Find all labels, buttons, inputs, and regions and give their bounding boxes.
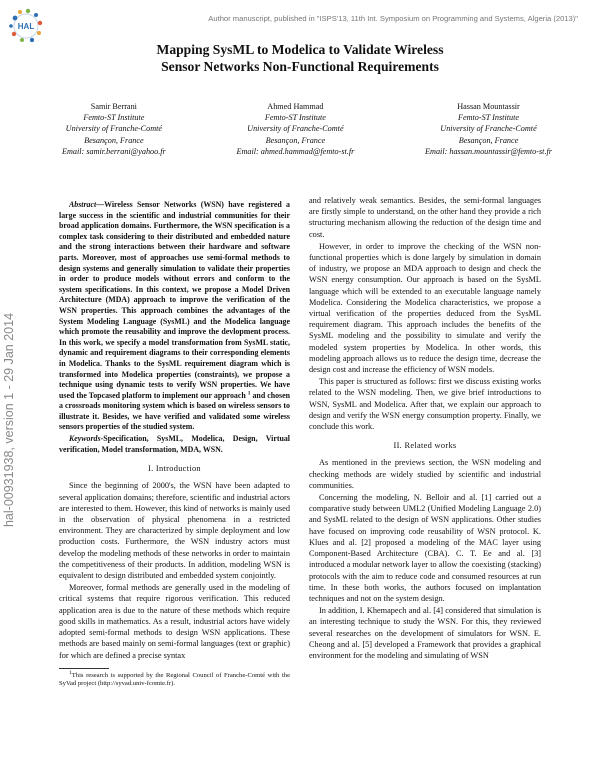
author-1: [62, 101, 166, 157]
paragraph: As mentioned in the previews section, the WSN modeling and checking methods are widely studied by scientific and industrial communities.: [309, 458, 541, 490]
hal-logo: [6, 6, 46, 46]
paper-title: [60, 41, 540, 75]
author-city: Besançon, France: [265, 135, 326, 145]
author-email: Email: hassan.mountassir@femto-st.fr: [425, 146, 552, 156]
footnote: [59, 669, 290, 689]
author-university: University of Franche-Comté: [247, 124, 344, 134]
footnote-marker: 1: [247, 390, 251, 397]
keywords-label: Keywords: [69, 434, 101, 444]
paragraph: and relatively weak semantics. Besides, the semi-formal languages are firstly simple to understand, on the other hand they provide a rich structuring mechanism allowing the reduction of the design time and cost.: [309, 196, 541, 239]
author-3: [425, 101, 552, 157]
author-email: Email: samir.berrani@yahoo.fr: [62, 146, 166, 156]
abstract-text: —Wireless Sensor Networks (WSN) have registered a large success in the scientific and industrial communities for their broad application domains. Furthermore, the WSN specification is a complex task considering to their distributed and embedded nature and the strong interactions between their hardware and software parts. Moreover, most of approaches use semi-formal methods to design systems and generally simulation to validate their properties in order to produce models without errors and conform to the system specifications. In this context, we propose a Model Driven Architecture (MDA) approach to improve the verification of the WSN properties. This approach combines the advantages of the System Modeling Language (SysML) and the Modelica language which promote the reusability and improve the devlopment process. In this work, we specify a model transformation from SysML static, dynamic and requirement diagrams to their corresponding elements in Modelica. Thanks to the SysML requirement diagram which is transformed into Modelica properties (constraints), we propose a technique using dynamic tests to verify WSN properties. We have used the Topcased platform to implement our approach: [59, 200, 290, 400]
author-email: Email: ahmed.hammad@femto-st.fr: [236, 146, 355, 156]
paragraph: However, in order to improve the checking of the WSN non-functional properties which is done largely by simulation in domain of industry, we propose an MDA approach to design and check the WSN energy consumption. Our approach is based on the SysML language which will be extended to an executable language namely Modelica. Considering the Modelica characteristics, we propose a virtual verification of the properties deduced from the SysML requirement diagram. This approach includes the benefits of the SysML modeling and the possibility to simulate and verify the modeled system properties by Modelica. In other words, this modeling approach allows us to reduce the design time, decrease the design cost and increase the efficiency of WSN models.: [309, 241, 541, 375]
right-column: [309, 195, 541, 661]
footnote-number: 1: [69, 669, 72, 676]
paragraph: Concerning the modeling, N. Belloir and al. [1] carried out a comparative study between UML2 (Unified Modeling Language 2.0) and SysML related to the design of WSN applications. Other studies have focused on improving code reusability of WSN protocol. K. Klues and al. [2] proposed a modeling of the MAC layer using Component-Based Architecture (CBA). C. T. Ee and al. [3] introduced a modular network layer to allow the coexisting (stacking) protocols with the aim to reduce code and consumed resources at run time. In these both works, the authors focused on implantation techniques and not on the system design.: [309, 493, 541, 603]
paragraph: Since the beginning of 2000's, the WSN have been adapted to several application domains; therefore, scientific and industrial actors are interested to them. However, this kind of networks is mainly used in the observation of physical phenomena in a restricted environment. They are characterized by simple deployment and low production costs. Furthermore, the WSN industry actors must develop the modeling methods of these networks in order to maintain the competitiveness of their products. In addition, modeling WSN is equivalent to design distributed and embedded system conjointly.: [59, 481, 290, 581]
author-name: Samir Berrani: [90, 102, 137, 111]
author-name: Ahmed Hammad: [267, 102, 324, 111]
hal-id: hal-00931938, version 1 - 29 Jan 2014: [2, 312, 16, 528]
header-note: Author manuscript, published in "ISPS'13, 11th Int. Symposium on Programming and Systems, Algeria (2013)": [208, 14, 578, 23]
keywords-text: -Specification, SysML, Modelica, Design, Virtual verification, Model transformation, MDA, WSN.: [59, 434, 290, 454]
paragraph: In addition, I. Khemapech and al. [4] considered that simulation is an interesting technique to study the WSN. For this, they reviewed several researches on the development of simulators for WSN. E. Cheong and al. [5] developed a Framework that provides a graphical environment for the modeling and simulating of WSN: [309, 606, 541, 660]
paragraph: This paper is structured as follows: first we discuss existing works related to the WSN modeling. Then, we give brief introductions to WSN, SysML and Modelica. After that, we explain our approach to design and verify the WSN energy consumption property. Finally, we conclude this work.: [309, 377, 541, 432]
author-university: University of Franche-Comté: [440, 124, 537, 134]
section-heading-introduction: I. Introduction: [148, 464, 201, 474]
abstract-text-continued: and chosen a crossroads monitoring system which is based on wireless sensors to illustrate it. Besides, we have verified and validated some wireless sensors properties of the studied system.: [59, 390, 290, 432]
author-block: [62, 101, 552, 157]
paragraph: Moreover, formal methods are generally used in the modeling of critical systems that require rigorous verification. This reduced application area is due to the nature of these methods which require good skills in mathematics. As a result, industrial actors have widely adopted semi-formal methods to design WSN applications. These methods are based mainly on semi-formal languages (text or graphic) for which are defined a precise syntax: [59, 583, 290, 660]
author-city: Besançon, France: [84, 135, 144, 145]
author-name: Hassan Mountassir: [457, 102, 520, 111]
keywords: [59, 434, 290, 455]
author-institute: Femto-ST Institute: [83, 113, 145, 123]
abstract: [59, 200, 290, 433]
author-institute: Femto-ST Institute: [264, 113, 326, 123]
title-line-1: Mapping SysML to Modelica to Validate Wireless: [156, 42, 444, 57]
author-city: Besançon, France: [458, 135, 519, 145]
author-university: University of Franche-Comté: [65, 124, 163, 134]
hal-sidebar: [2, 210, 16, 630]
left-column: [59, 200, 290, 689]
author-institute: Femto-ST Institute: [457, 113, 520, 123]
title-line-2: Sensor Networks Non-Functional Requirements: [161, 59, 439, 74]
abstract-label: Abstract: [69, 200, 97, 209]
footnote-rule: [59, 668, 109, 669]
section-heading-related-works: II. Related works: [393, 441, 457, 451]
hal-logo-text: HAL: [17, 22, 35, 31]
footnote-text: This research is supported by the Regional Council of Franche-Comté with the SyVad project (http://syvad.univ-fcomte.fr).: [59, 671, 290, 688]
author-2: [236, 101, 354, 157]
